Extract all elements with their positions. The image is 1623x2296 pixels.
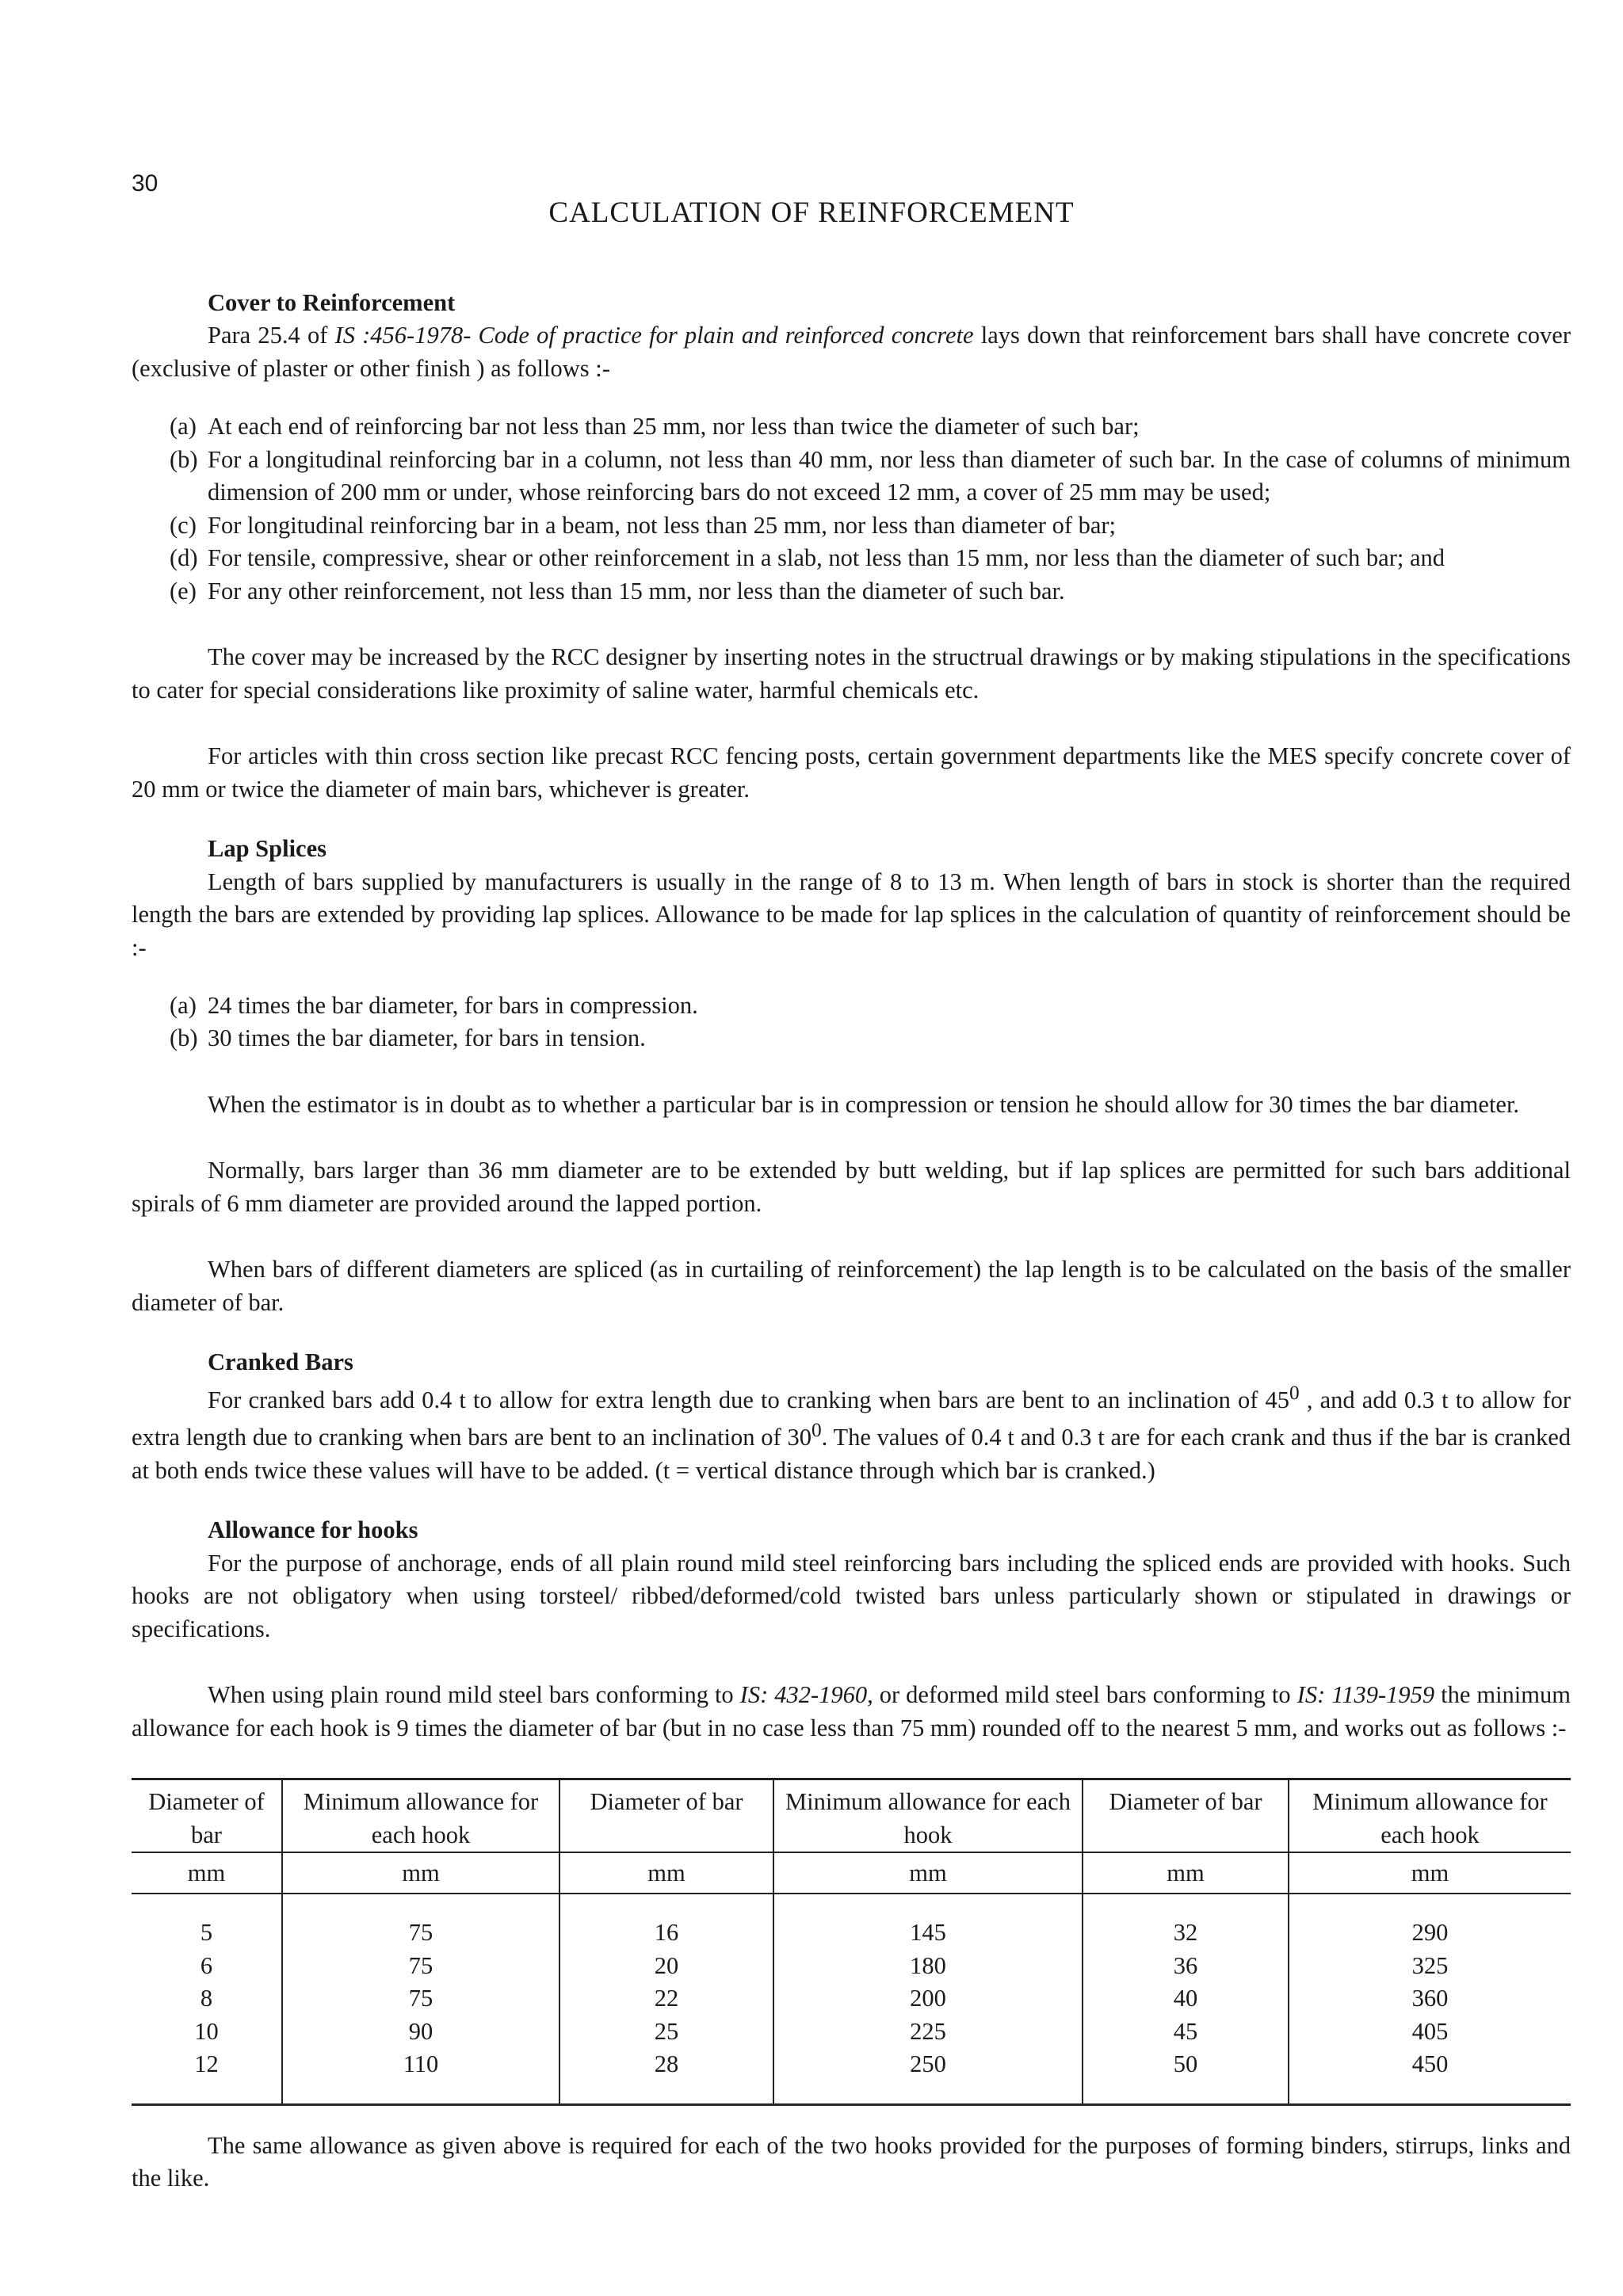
- section-cover: [132, 287, 1571, 806]
- lap-paragraph-2: Normally, bars larger than 36 mm diameter are to be extended by butt welding, but if lap splices are permitted for such bars additional spirals of 6 mm diameter are provided around the lapped portion.: [132, 1157, 1571, 1217]
- table-cell: 12: [132, 2048, 282, 2104]
- list-item-text: 30 times the bar diameter, for bars in tension.: [208, 1024, 646, 1052]
- cranked-paragraph: [132, 1379, 1571, 1488]
- list-item-text: For a longitudinal reinforcing bar in a column, not less than 40 mm, nor less than diameter of such bar. In the case of columns of minimum dimension of 200 mm or under, whose reinforcing bars do not exceed 12 mm, a cover of 25 mm may be used;: [208, 445, 1571, 506]
- cover-intro: [132, 319, 1571, 385]
- table-cell: 10: [132, 2016, 282, 2048]
- cover-intro-pre: Para 25.4 of: [208, 322, 335, 349]
- list-item: [132, 575, 1571, 608]
- table-row: [132, 2048, 1571, 2104]
- section-lap-splices: [132, 833, 1571, 1319]
- table-cell: 450: [1289, 2048, 1571, 2104]
- cranked-heading: Cranked Bars: [208, 1348, 353, 1376]
- table-row: [132, 2016, 1571, 2048]
- table-row: [132, 1982, 1571, 2015]
- list-marker: (e): [170, 577, 197, 605]
- table-unit-cell: mm: [132, 1852, 282, 1894]
- cranked-text-3: . The values of 0.4 t and 0.3 t are for each crank and thus if the bar is cranked at both ends twice these values will have to be added. (t = vertical distance through which bar is cranked.): [132, 1424, 1571, 1484]
- table-header-cell: Minimum allowance for each hook: [1289, 1779, 1571, 1853]
- table-unit-cell: mm: [282, 1852, 559, 1894]
- page-content: [132, 287, 1571, 2195]
- cover-intro-reference: IS :456-1978- Code of practice for plain and reinforced concrete: [334, 322, 974, 349]
- table-cell: 405: [1411, 2017, 1449, 2045]
- cover-paragraph-1: The cover may be increased by the RCC designer by inserting notes in the structrual drawings or by making stipulations in the specifications to cater for special considerations like proximity of saline water, harmful chemicals etc.: [132, 643, 1571, 704]
- hooks-paragraph-2: [132, 1679, 1571, 1745]
- lap-paragraph-3: When bars of different diameters are spliced (as in curtailing of reinforcement) the lap length is to be calculated on the basis of the smaller diameter of bar.: [132, 1256, 1571, 1316]
- table-cell: 16: [559, 1894, 773, 1949]
- table-header-cell: Minimum allowance for each hook: [773, 1779, 1083, 1853]
- table-cell: 50: [1083, 2048, 1289, 2104]
- table-cell: 75: [282, 1950, 559, 1982]
- list-marker: (d): [170, 544, 198, 572]
- table-cell: 25: [559, 2016, 773, 2048]
- lap-list: [132, 990, 1571, 1055]
- list-item: [132, 410, 1571, 443]
- closing-paragraph: The same allowance as given above is required for each of the two hooks provided for the purposes of forming binders, stirrups, links and the like.: [132, 2131, 1571, 2192]
- section-hooks: [132, 1514, 1571, 1745]
- lap-paragraph-1: When the estimator is in doubt as to whether a particular bar is in compression or tension he should allow for 30 times the bar diameter.: [208, 1090, 1520, 1118]
- table-cell: 45: [1083, 2016, 1289, 2048]
- table-cell: 110: [282, 2048, 559, 2104]
- table-cell: 28: [559, 2048, 773, 2104]
- table-units-row: [132, 1852, 1571, 1894]
- list-item-text: 24 times the bar diameter, for bars in compression.: [208, 991, 698, 1019]
- list-item-text: For tensile, compressive, shear or other reinforcement in a slab, not less than 15 mm, nor less than the diameter of such bar; and: [208, 544, 1445, 572]
- hooks-standard-1: IS: 432-1960,: [739, 1681, 873, 1709]
- table-header-cell: Diameter of bar: [132, 1779, 282, 1853]
- hooks-text-a: When using plain round mild steel bars conforming to: [208, 1681, 740, 1709]
- table-unit-cell: mm: [1289, 1852, 1571, 1894]
- table-unit-cell: mm: [1083, 1852, 1289, 1894]
- table-unit-cell: mm: [773, 1852, 1083, 1894]
- list-item-text: For longitudinal reinforcing bar in a beam, not less than 25 mm, nor less than diameter of bar;: [208, 511, 1117, 539]
- degree-superscript: 0: [811, 1419, 822, 1442]
- table-row: [132, 1950, 1571, 1982]
- table-cell: 32: [1083, 1894, 1289, 1949]
- cover-heading: Cover to Reinforcement: [208, 289, 456, 316]
- list-marker: (b): [170, 1024, 198, 1052]
- section-cranked-bars: [132, 1346, 1571, 1487]
- list-item-text: For any other reinforcement, not less than 15 mm, nor less than the diameter of such bar.: [208, 577, 1065, 605]
- list-marker: (c): [170, 511, 197, 539]
- table-header-cell: Diameter of bar: [1083, 1779, 1289, 1853]
- table-cell: 75: [282, 1982, 559, 2015]
- table-cell: 20: [559, 1950, 773, 1982]
- table-row: [132, 1894, 1571, 1949]
- table-cell: 8: [132, 1982, 282, 2015]
- lap-intro: Length of bars supplied by manufacturers is usually in the range of 8 to 13 m. When length of bars in stock is shorter than the required length the bars are extended by providing lap splices. Allowance to be made for lap splices in the calculation of quantity of reinforcement should be :-: [132, 868, 1571, 961]
- list-marker: (a): [170, 991, 197, 1019]
- hooks-heading: Allowance for hooks: [208, 1516, 418, 1544]
- list-item: [132, 1022, 1571, 1055]
- table-cell: 225: [773, 2016, 1083, 2048]
- lap-heading: Lap Splices: [208, 835, 327, 863]
- table-cell: 180: [773, 1950, 1083, 1982]
- hook-allowance-table-wrapper: [132, 1778, 1571, 2106]
- table-cell: 6: [132, 1950, 282, 1982]
- hooks-paragraph-1: For the purpose of anchorage, ends of all plain round mild steel reinforcing bars including the spliced ends are provided with hooks. Such hooks are not obligatory when using torsteel/ ribbed/deformed/cold twisted bars unless particularly shown or stipulated in drawings or specifications.: [132, 1549, 1571, 1642]
- table-unit-cell: mm: [559, 1852, 773, 1894]
- table-cell: 360: [1411, 1985, 1449, 2012]
- hooks-text-c: or deformed mild steel bars conforming to: [873, 1681, 1297, 1709]
- list-item: [132, 542, 1571, 574]
- hook-allowance-table: [132, 1778, 1571, 2106]
- cranked-text-2: , and add 0.3 t to allow for extra length due to cranking when bars are bent to an inclination of 30: [132, 1386, 1571, 1451]
- cover-list: [132, 410, 1571, 608]
- table-header-row: [132, 1779, 1571, 1853]
- table-cell: 250: [773, 2048, 1083, 2104]
- page-title: CALCULATION OF REINFORCEMENT: [548, 196, 1075, 229]
- table-cell: 40: [1083, 1982, 1289, 2015]
- table-cell: 22: [559, 1982, 773, 2015]
- hooks-text-e: the minimum allowance for each hook is 9 times the diameter of bar (but in no case less than 75 mm) rounded off to the nearest 5 mm, and works out as follows :-: [132, 1681, 1571, 1741]
- table-header-cell: Diameter of bar: [559, 1779, 773, 1853]
- cover-paragraph-2: For articles with thin cross section like precast RCC fencing posts, certain government departments like the MES specify concrete cover of 20 mm or twice the diameter of main bars, whichever is greater.: [132, 742, 1571, 803]
- table-cell: 36: [1083, 1950, 1289, 1982]
- page-number: 30: [132, 170, 158, 196]
- table-header-cell: Minimum allowance for each hook: [282, 1779, 559, 1853]
- list-item: [132, 444, 1571, 509]
- cover-intro-post: lays down that reinforcement bars shall have concrete cover (exclusive of plaster or other finish ) as follows :-: [132, 322, 1571, 382]
- degree-superscript: 0: [1289, 1381, 1300, 1404]
- cranked-text-1: For cranked bars add 0.4 t to allow for extra length due to cranking when bars are bent to an inclination of 45: [208, 1386, 1290, 1413]
- table-cell: 200: [773, 1982, 1083, 2015]
- hooks-standard-2: IS: 1139-1959: [1296, 1681, 1435, 1709]
- table-cell: 5: [132, 1894, 282, 1949]
- table-cell: 75: [282, 1894, 559, 1949]
- list-marker: (a): [170, 413, 197, 441]
- table-cell: 90: [282, 2016, 559, 2048]
- list-marker: (b): [170, 445, 198, 473]
- table-cell: 145: [773, 1894, 1083, 1949]
- table-cell: 290: [1411, 1919, 1449, 1947]
- list-item: [132, 990, 1571, 1022]
- list-item-text: At each end of reinforcing bar not less than 25 mm, nor less than twice the diameter of such bar;: [208, 413, 1140, 441]
- list-item: [132, 509, 1571, 542]
- table-cell: 325: [1411, 1951, 1449, 1979]
